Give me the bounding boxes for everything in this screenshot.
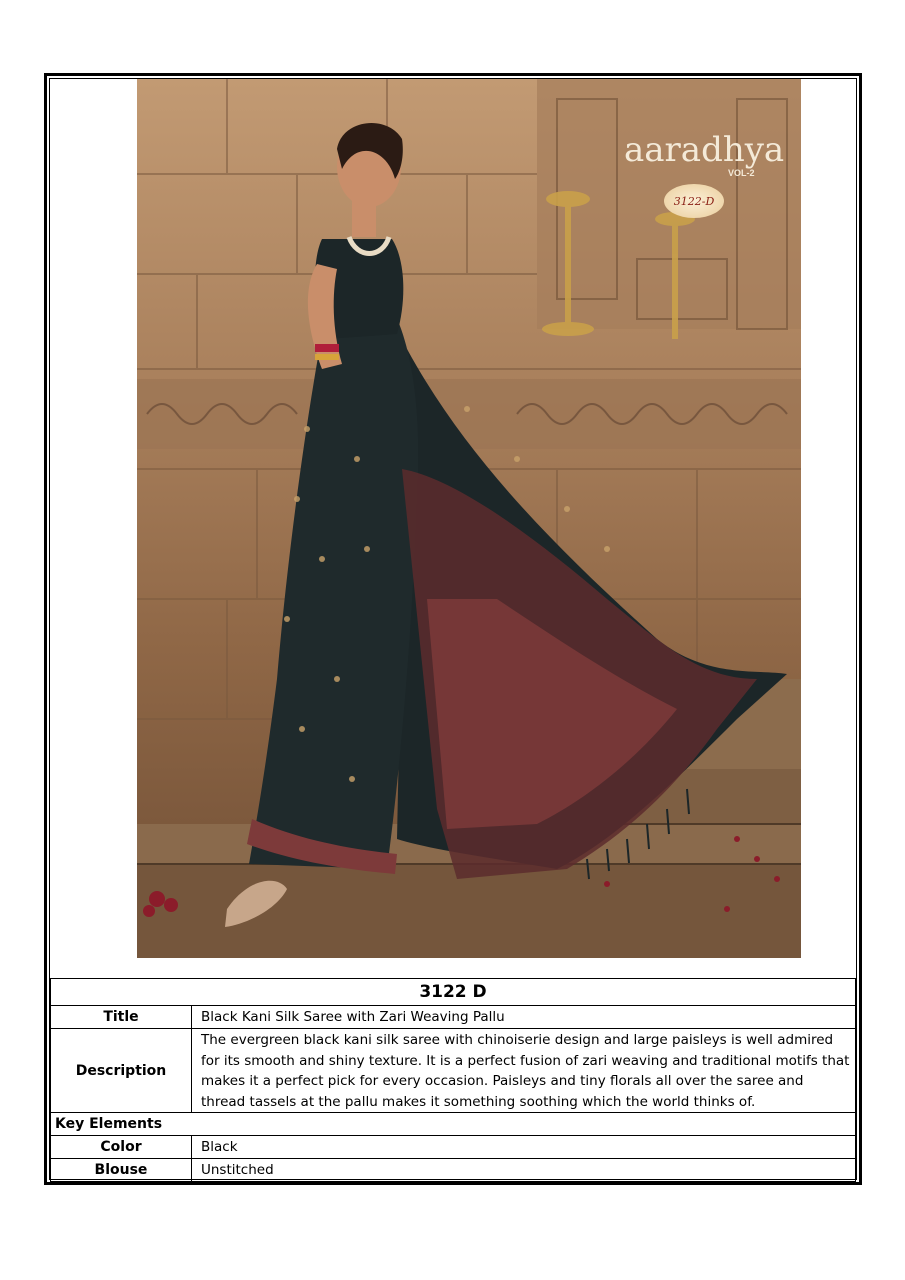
brand-logo xyxy=(624,130,785,220)
blouse-label: Blouse xyxy=(51,1159,192,1182)
title-label: Title xyxy=(51,1006,192,1029)
color-label: Color xyxy=(51,1136,192,1159)
product-details-table xyxy=(50,978,856,1182)
key-elements-row xyxy=(51,1113,856,1136)
blouse-row xyxy=(51,1159,856,1182)
brand-name: aaradhya xyxy=(624,130,785,170)
description-value: The evergreen black kani silk saree with chinoiserie design and large paisleys is well admired for its smooth and shiny texture. It is a perfect fusion of zari weaving and traditional motifs that makes it a perfect pick for every occasion. Paisleys and tiny florals all over the saree and thread tassels at the pallu makes it something soothing which the world thinks of. xyxy=(192,1029,856,1113)
description-row xyxy=(51,1029,856,1113)
product-code: 3122 D xyxy=(51,979,856,1006)
title-row xyxy=(51,1006,856,1029)
brand-volume: VOL-2 xyxy=(728,168,755,178)
product-code-row xyxy=(51,979,856,1006)
blouse-value: Unstitched xyxy=(192,1159,856,1182)
design-code-badge: 3122-D xyxy=(664,184,724,218)
color-value: Black xyxy=(192,1136,856,1159)
description-label: Description xyxy=(51,1029,192,1113)
key-elements-heading: Key Elements xyxy=(51,1113,856,1136)
title-value: Black Kani Silk Saree with Zari Weaving Pallu xyxy=(192,1006,856,1029)
color-row xyxy=(51,1136,856,1159)
